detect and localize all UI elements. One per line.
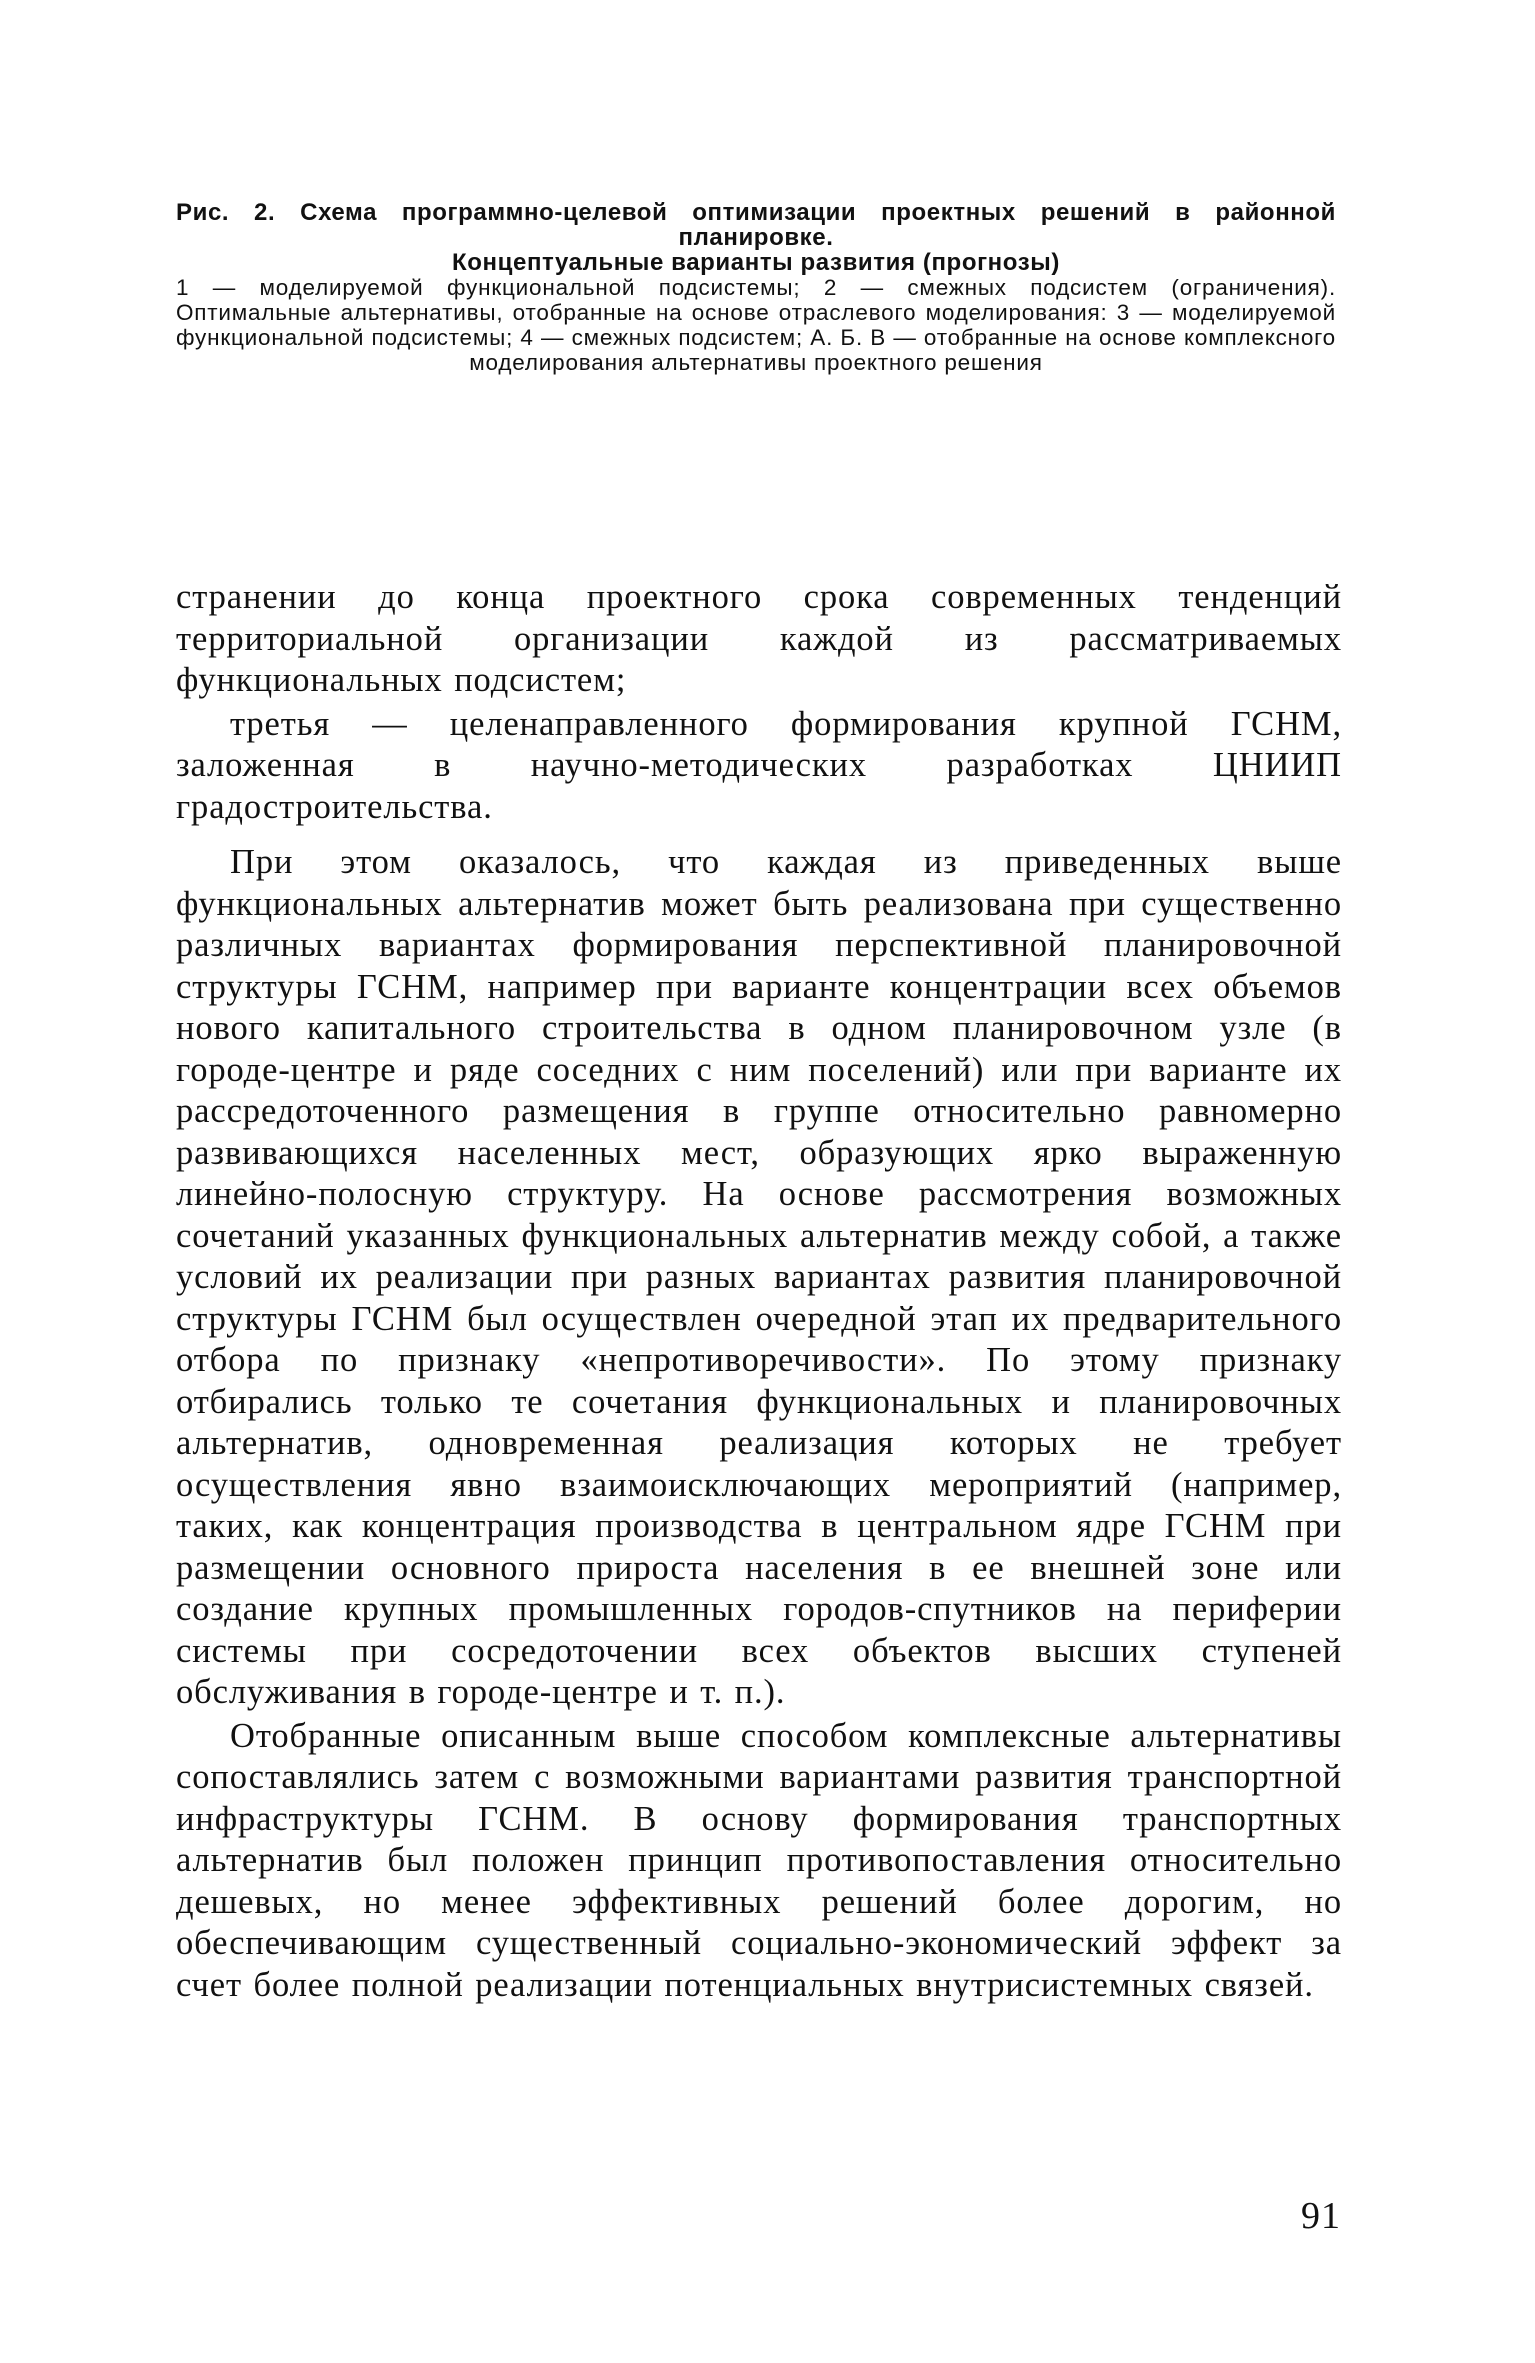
paragraph: третья — целенаправленного формирования крупной ГСНМ, заложенная в научно-методических разработках ЦНИИП градостроительства. xyxy=(176,704,1342,826)
caption-subtitle: Концептуальные варианты развития (прогнозы) xyxy=(452,249,1060,276)
body-text xyxy=(176,577,1342,2006)
figure-caption xyxy=(176,200,1336,375)
caption-title: Рис. 2. Схема программно-целевой оптимизации проектных решений в районной планировке. xyxy=(176,199,1336,251)
paragraph-continuation: странении до конца проектного срока современных тенденций территориальной организации каждой из рассматриваемых функциональных подсистем; xyxy=(176,578,1342,699)
paragraph: При этом оказалось, что каждая из приведенных выше функциональных альтернатив может быть реализована при существенно различных вариантах формирования перспективной планировочной структуры ГСНМ, например при варианте концентрации всех объемов нового капитального строительства в одном планировочном узле (в городе-центре и ряде соседних с ним поселений) или при варианте их рассредоточенного размещения в группе относительно равномерно развивающихся населенных мест, образующих ярко выраженную линейно-полосную структуру. На основе рассмотрения возможных сочетаний указанных функциональных альтернатив между собой, а также условий их реализации при разных вариантах развития планировочной структуры ГСНМ был осуществлен очередной этап их предварительного отбора по признаку «непротиворечивости». По этому признаку отбирались только те сочетания функциональных и планировочных альтернатив, одновременная реализация которых не требует осуществления явно взаимоисключающих мероприятий (например, таких, как концентрация производства в центральном ядре ГСНМ при размещении основного прироста населения в ее внешней зоне или создание крупных промышленных городов-спутников на периферии системы при сосредоточении всех объектов высших ступеней обслуживания в городе-центре и т. п.). xyxy=(176,843,1342,1711)
paragraph: Отобранные описанным выше способом комплексные альтернативы сопоставлялись затем с возможными вариантами развития транспортной инфраструктуры ГСНМ. В основу формирования транспортных альтернатив был положен принцип противопоставления относительно дешевых, но менее эффективных решений более дорогим, но обеспечивающим существенный социально-экономический эффект за счет более полной реализации потенциальных внутрисистемных связей. xyxy=(176,1716,1342,2004)
page-number: 91 xyxy=(1301,2195,1341,2237)
caption-legend: 1 — моделируемой функциональной подсистемы; 2 — смежных подсистем (ограничения). Оптимальные альтернативы, отобранные на основе отраслевого моделирования: 3 — моделируемой функциональной подсистемы; 4 — смежных подсистем; А. Б. В — отобранные на основе комплексного моделирования альтернативы проектного решения xyxy=(176,275,1336,375)
